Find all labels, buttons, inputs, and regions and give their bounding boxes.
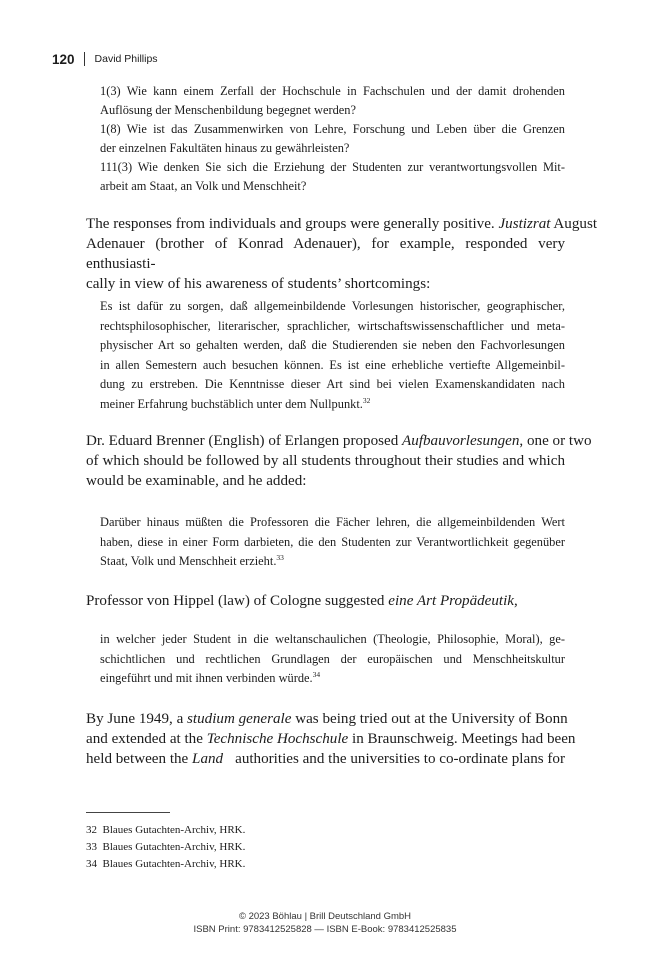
text-run: was being tried out at the University of Bonn <box>291 711 568 727</box>
footnote-ref-34[interactable]: 34 <box>312 670 321 679</box>
footnote-32 <box>86 822 245 839</box>
quote-line: dung zu erstreben. Die Kenntnisse dieser Art sind bei vielen Examenskandidaten nach <box>100 377 565 391</box>
term-justizrat: Justizrat <box>498 216 551 232</box>
running-header <box>52 50 158 68</box>
quote-line: Darüber hinaus müßten die Professoren die Fächer lehren, die allgemeinbildenden Wert <box>100 515 565 529</box>
text-run: and extended at the <box>86 731 207 747</box>
block-quote-hippel <box>100 630 565 689</box>
paragraph-line <box>86 591 565 611</box>
footnote-number: 32 <box>86 824 97 836</box>
paragraph-line <box>86 431 592 451</box>
running-head-author: David Phillips <box>94 53 158 65</box>
quote-line: haben, diese in einer Form darbieten, die den Studenten zur Verantwortlichkeit gegenüber <box>100 534 565 549</box>
footnote-text: Blaues Gutachten-Archiv, HRK. <box>102 824 246 836</box>
term-aufbauvorlesungen: Aufbauvorlesungen <box>402 433 520 449</box>
term-studium-generale: studium generale <box>187 711 292 727</box>
paragraph-line <box>86 749 565 769</box>
footnote-number: 33 <box>86 841 97 853</box>
block-quote-adenauer <box>100 297 565 414</box>
block-quote-brenner <box>100 513 565 572</box>
quote-line: rechtsphilosophischer, literarischer, sprachlicher, wirtschaftswissenschaftlicher und meta- <box>100 318 565 333</box>
question-2-line-1: 1(8) Wie ist das Zusammenwirken von Lehre, Forschung und Leben über die Grenzen <box>100 122 565 136</box>
paragraph-line: cally in view of his awareness of students’ shortcomings: <box>86 276 431 292</box>
text-run: Professor von Hippel (law) of Cologne suggested <box>86 593 389 609</box>
quote-line: in allen Semestern auch besuchen können. Es ist eine erhebliche vertiefte Allgemeinbil- <box>100 357 565 372</box>
footnote-text: Blaues Gutachten-Archiv, HRK. <box>102 841 246 853</box>
term-land: Land <box>192 751 224 767</box>
quote-line <box>100 395 565 415</box>
text-run: held between the <box>86 751 193 767</box>
header-divider <box>84 52 85 66</box>
copyright-line: © 2023 Böhlau | Brill Deutschland GmbH <box>238 911 412 922</box>
text-run: The responses from individuals and groups were generally positive. <box>86 216 499 232</box>
paragraph-line <box>86 214 598 234</box>
footnote-ref-32[interactable]: 32 <box>362 395 371 405</box>
copyright-footer <box>0 910 650 936</box>
text-run: in Braunschweig. Meetings had been <box>348 731 576 747</box>
quote-line: physischer Art so gehalten werden, daß die Studierenden sie neben den Fachvorlesungen <box>100 338 565 352</box>
paragraph-line <box>86 709 568 729</box>
quote-line: in welcher jeder Student in die weltanschaulichen (Theologie, Philosophie, Moral), ge- <box>100 632 565 646</box>
question-1-line-1: 1(3) Wie kann einem Zerfall der Hochschule in Fachschulen und der damit drohenden <box>100 84 565 98</box>
paragraph-line: would be examinable, and he added: <box>86 473 307 489</box>
quote-line <box>100 552 565 572</box>
term-technische-hochschule: Technische Hochschule <box>206 731 349 747</box>
footnote-divider <box>86 812 170 813</box>
paragraph-line: of which should be followed by all students throughout their studies and which <box>86 453 565 469</box>
footnotes <box>86 822 245 873</box>
quote-line <box>100 669 565 689</box>
isbn-line: ISBN Print: 9783412525828 — ISBN E-Book: 9783412525835 <box>193 924 457 935</box>
page-number: 120 <box>52 51 75 67</box>
footnote-ref-33[interactable]: 33 <box>276 553 284 562</box>
question-2-line-2: der einzelnen Fakultäten hinaus zu gewährleisten? <box>100 141 350 155</box>
paragraph-line: Adenauer (brother of Konrad Adenauer), for example, responded very enthusiasti- <box>86 236 565 272</box>
footnote-34 <box>86 856 245 873</box>
text-run: Dr. Eduard Brenner (English) of Erlangen proposed <box>86 433 403 449</box>
paragraph-brenner <box>86 431 592 491</box>
text-run: authorities and the universities to co-ordinate plans for <box>231 751 565 767</box>
paragraph-line <box>86 729 576 749</box>
footnote-33 <box>86 839 245 856</box>
quote-line: Es ist dafür zu sorgen, daß allgemeinbildende Vorlesungen historischer, geographischer, <box>100 299 565 313</box>
text-run: , one or two <box>519 433 592 449</box>
question-list <box>100 82 565 196</box>
question-3-line-1: 111(3) Wie denken Sie sich die Erziehung der Studenten zur verantwortungsvollen Mit- <box>100 160 565 174</box>
quote-text: Staat, Volk und Menschheit erzieht. <box>100 554 277 568</box>
term-eine-art-propaedeutik: eine Art Propädeutik <box>388 593 515 609</box>
text-run: By June 1949, a <box>86 711 188 727</box>
paragraph-responses <box>86 214 598 294</box>
text-run: August <box>550 216 598 232</box>
paragraph-hippel <box>86 591 565 611</box>
paragraph-studium-generale <box>86 709 576 769</box>
question-3-line-2: arbeit am Staat, an Volk und Menschheit? <box>100 179 307 193</box>
quote-text: eingeführt und mit ihnen verbinden würde. <box>100 671 313 685</box>
text-run: , <box>514 593 518 609</box>
question-1-line-2: Auflösung der Menschenbildung begegnet werden? <box>100 103 356 117</box>
footnote-text: Blaues Gutachten-Archiv, HRK. <box>102 858 246 870</box>
quote-line: schichtlichen und rechtlichen Grundlagen der europäischen und Menschheitskultur <box>100 651 565 666</box>
footnote-number: 34 <box>86 858 97 870</box>
quote-text: meiner Erfahrung buchstäblich unter dem Nullpunkt. <box>100 396 363 411</box>
